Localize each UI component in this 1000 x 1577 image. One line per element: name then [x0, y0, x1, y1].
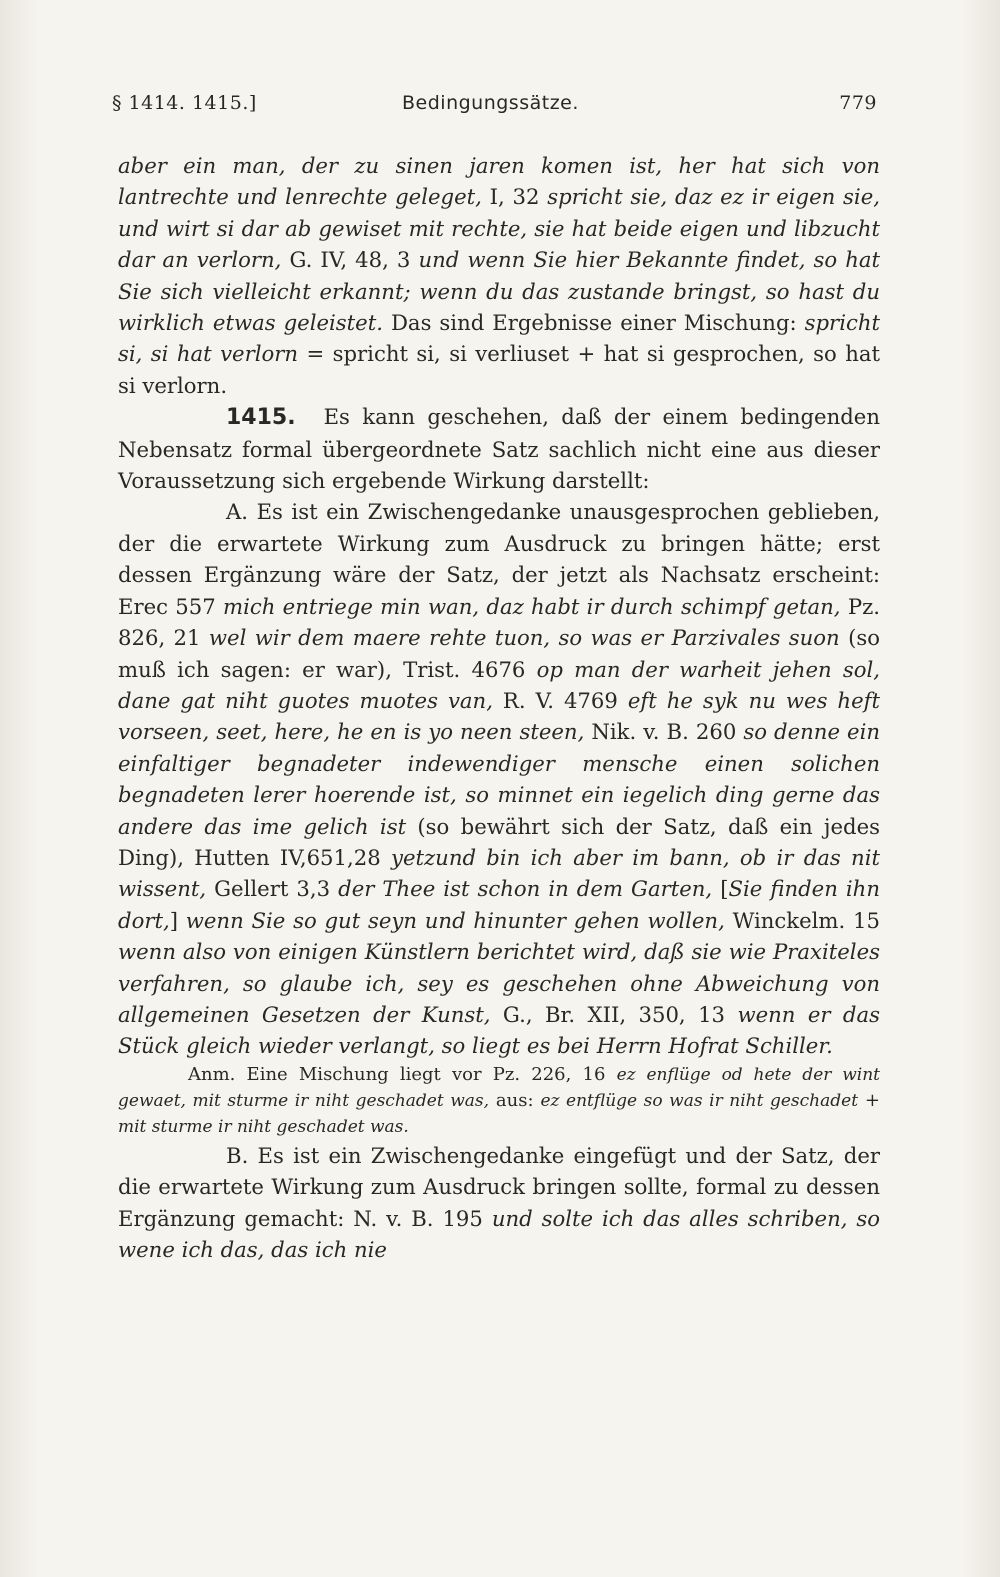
- citation: Winckelm. 15: [724, 907, 880, 933]
- quote-text: spricht si, si hat verlorn: [118, 310, 880, 367]
- paragraph-text: Es kann geschehen, daß der einem bedingenden Nebensatz formal übergeordnete Satz sachlich nicht eine aus dieser Voraussetzung sich ergebende Wirkung darstellt:: [118, 404, 880, 494]
- quote-text: aber ein man, der zu sinen jaren komen ist, her hat sich von lantrechte und lenrechte geleget,: [118, 153, 880, 210]
- plus-sign: +: [858, 1089, 880, 1111]
- note-text: aus:: [489, 1089, 541, 1111]
- citation: I, 32: [481, 184, 548, 210]
- commentary: B. Es ist ein Zwischengedanke eingefügt und der Satz, der die erwartete Wirkung zum Ausdruck bringen sollte, formal zu dessen Ergänzung gemacht: N. v. B. 195: [118, 1142, 880, 1231]
- quote-text: wel wir dem maere rehte tuon, so was er Parzivales suon: [208, 625, 840, 651]
- bracket: [: [712, 876, 729, 902]
- quote-text: und wenn Sie hier Bekannte findet, so hat Sie sich vielleicht erkannt; wenn du das zustande bringst, so hast du wirklich etwas geleistet.: [118, 247, 881, 336]
- citation: Gellert 3,3: [206, 876, 339, 902]
- section-reference: § 1414. 1415.]: [112, 92, 257, 114]
- citation: G. IV, 48, 3: [281, 247, 419, 273]
- commentary: (so bewährt sich der Satz, daß ein jedes Ding), Hutten IV,651,28: [118, 813, 880, 870]
- quote-text: op man der warheit jehen sol, dane gat niht guotes muotes van,: [118, 656, 880, 713]
- annotation-note: [118, 1062, 880, 1140]
- quote-text: so denne ein einfaltiger begnadeter indewendiger mensche einen solichen begnadeten lerer hoerende ist, so minnet ein iegelich ding gerne das andere das ime gelich ist: [118, 719, 880, 839]
- quote-text: wenn also von einigen Künstlern berichtet wird, daß sie wie Praxiteles verfahren, so glaube ich, sey es geschehen ohne Abweichung von allgemeinen Gesetzen der Kunst,: [118, 939, 880, 1027]
- quote-text: wenn er das Stück gleich wieder verlangt, so liegt es bei Herrn Hofrat Schiller.: [118, 1001, 880, 1059]
- quote-text: und solte ich das alles schriben, so wene ich das, das ich nie: [118, 1205, 880, 1262]
- page-body: [118, 150, 880, 1265]
- paragraph-a: [118, 496, 880, 1061]
- quote-text: der Thee ist schon in dem Garten,: [338, 876, 713, 902]
- quote-text: yetzund bin ich aber im bann, ob ir das nit wissent,: [118, 844, 880, 902]
- paragraph-1414-continuation: [118, 150, 880, 401]
- quote-text: spricht sie, daz ez ir eigen sie, und wirt si dar ab gewiset mit rechte, sie hat beide eigen und libzucht dar an verlorn,: [118, 184, 880, 273]
- page-number: 779: [839, 92, 877, 114]
- citation: G., Br. XII, 350, 13: [490, 1001, 738, 1027]
- commentary: (so muß ich sagen: er war), Trist. 4676: [118, 625, 881, 682]
- running-title: Bedingungssätze.: [402, 92, 579, 114]
- quote-text: ez entflüge so was ir niht geschadet: [540, 1090, 859, 1111]
- citation: Pz. 826, 21: [118, 593, 880, 651]
- commentary: Das sind Ergebnisse einer Mischung:: [382, 310, 805, 336]
- quote-text: mich entriege min wan, daz habt ir durch schimpf getan,: [223, 593, 841, 619]
- quote-text: Sie finden ihn dort,: [118, 876, 880, 933]
- paragraph-b: [118, 1140, 880, 1266]
- quote-text: eft he syk nu wes heft vorseen, seet, here, he en is yo neen steen,: [118, 687, 880, 745]
- note-text: Anm. Eine Mischung liegt vor Pz. 226, 16: [188, 1063, 617, 1085]
- citation: R. V. 4769: [492, 687, 628, 713]
- running-header: [112, 92, 877, 126]
- section-number: 1415.: [226, 405, 296, 431]
- quote-text: wenn Sie so gut seyn und hinunter gehen wollen,: [185, 907, 725, 933]
- quote-text: mit sturme ir niht geschadet was.: [118, 1116, 409, 1137]
- quote-text: ez enflüge od hete der wint gewaet, mit sturme ir niht geschadet was,: [118, 1064, 881, 1111]
- commentary: A. Es ist ein Zwischengedanke unausgesprochen geblieben, der die erwartete Wirkung zum Ausdruck zu bringen hätte; erst dessen Ergänzung wäre der Satz, der jetzt als Nachsatz erscheint: Erec 557: [118, 499, 880, 619]
- paragraph-1415: [118, 401, 880, 496]
- citation: Nik. v. B. 260: [584, 719, 744, 745]
- commentary: = spricht si, si verliuset + hat si gesprochen, so hat si verlorn.: [118, 341, 880, 398]
- bracket: ]: [169, 907, 186, 933]
